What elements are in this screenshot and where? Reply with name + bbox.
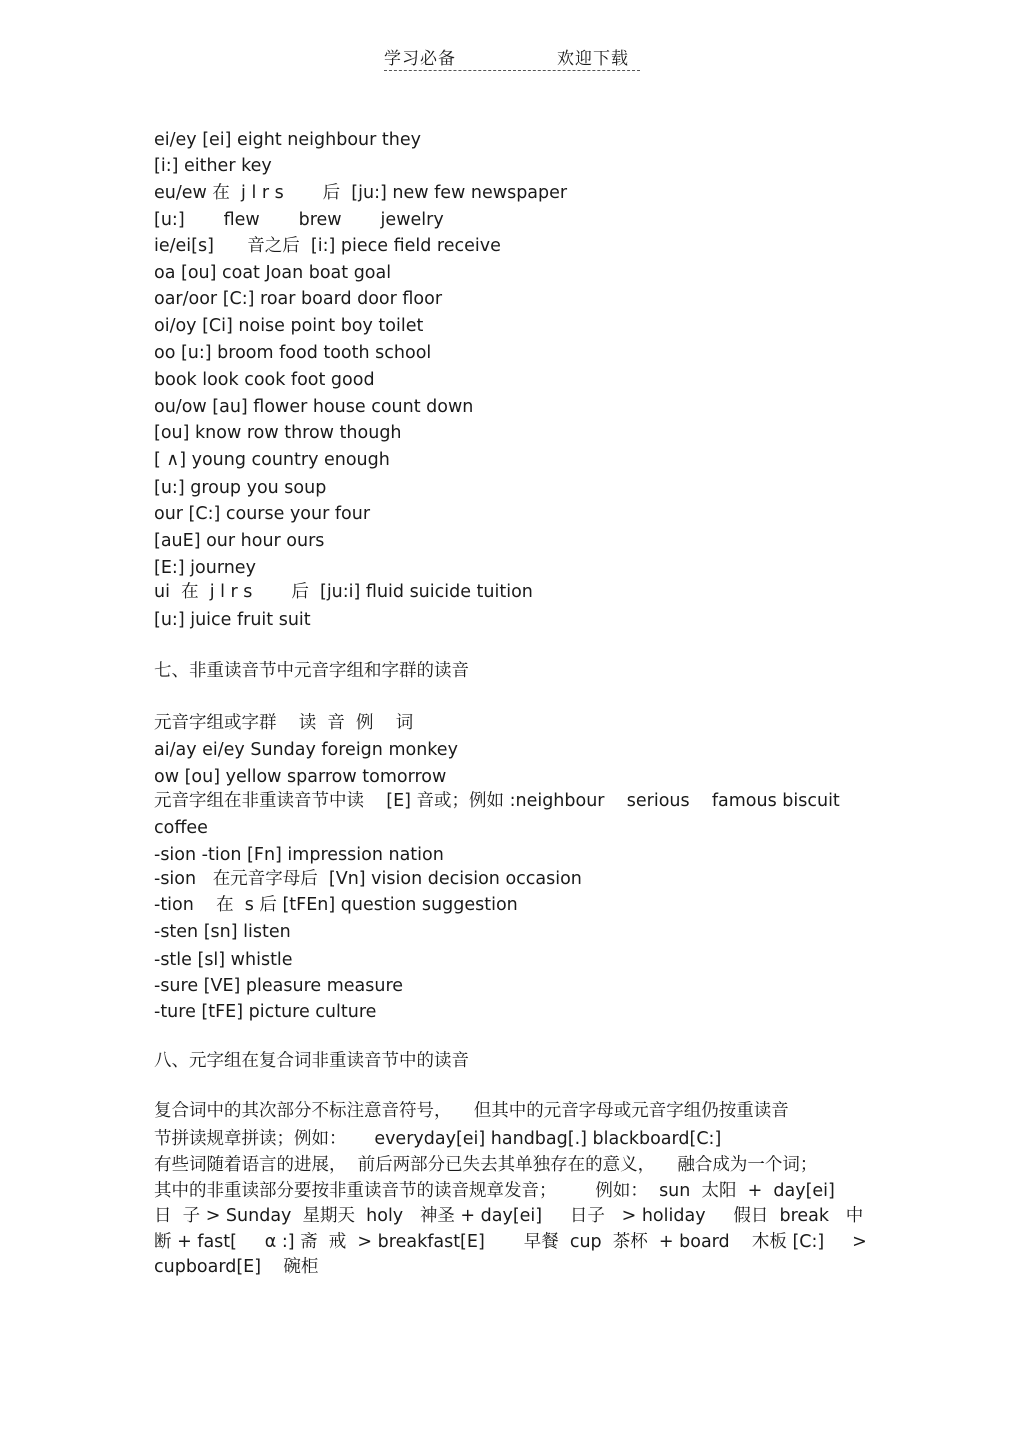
paragraph-line: 有些词随着语言的进展， 前后两部分已失去其单独存在的意义， 融合成为一个词； — [154, 1155, 818, 1175]
text-line: [u:] flew brew jewelry — [154, 210, 444, 230]
text-line: ei/ey [ei] eight neighbour they — [154, 130, 421, 150]
text-line: [u:] group you soup — [154, 478, 327, 498]
text-line: oi/oy [Ci] noise point boy toilet — [154, 316, 424, 336]
text-line: [ou] know row throw though — [154, 423, 402, 443]
paragraph-line: 复合词中的其次部分不标注意音符号， 但其中的元音字母或元音字组仍按重读音 — [154, 1101, 789, 1121]
paragraph-line: cupboard[E] 碗柜 — [154, 1257, 319, 1277]
paragraph-line: 日 子 > Sunday 星期天 holy 神圣 + day[ei] 日子 > holiday 假日 break 中 — [154, 1206, 864, 1226]
text-line: -sten [sn] listen — [154, 922, 291, 942]
text-line: -ture [tFE] picture culture — [154, 1002, 377, 1022]
section-heading: 八、元字组在复合词非重读音节中的读音 — [154, 1051, 469, 1071]
text-line: -tion 在 s 后 [tFEn] question suggestion — [154, 895, 518, 915]
text-line: ui 在 j l r s 后 [ju:i] fluid suicide tuition — [154, 582, 533, 602]
text-line: [i:] either key — [154, 156, 272, 176]
header-left-text: 学习必备 — [384, 49, 456, 69]
text-line: [auE] our hour ours — [154, 531, 325, 551]
paragraph-line: 其中的非重读部分要按非重读音节的读音规章发音； 例如： sun 太阳 + day[ei] — [154, 1181, 835, 1201]
text-line: ai/ay ei/ey Sunday foreign monkey — [154, 740, 458, 760]
text-line: -stle [sl] whistle — [154, 950, 293, 970]
text-line: oa [ou] coat Joan boat goal — [154, 263, 392, 283]
text-line: [E:] journey — [154, 558, 256, 578]
text-line: -sion -tion [Fn] impression nation — [154, 845, 444, 865]
text-line: oo [u:] broom food tooth school — [154, 343, 432, 363]
text-line: our [C:] course your four — [154, 504, 371, 524]
text-line: 元音字组在非重读音节中读 [E] 音或；例如 :neighbour serious famous biscuit — [154, 791, 840, 811]
text-line: ow [ou] yellow sparrow tomorrow — [154, 767, 447, 787]
text-line: oar/oor [C:] roar board door floor — [154, 289, 443, 309]
header-right-text: 欢迎下载 — [557, 49, 629, 69]
text-line: eu/ew 在 j l r s 后 [ju:] new few newspaper — [154, 183, 568, 203]
text-line: -sure [VE] pleasure measure — [154, 976, 404, 996]
text-line: [ ∧] young country enough — [154, 450, 390, 470]
text-line: [u:] juice fruit suit — [154, 610, 311, 630]
text-line: ou/ow [au] flower house count down — [154, 397, 474, 417]
text-line: ie/ei[s] 音之后 [i:] piece field receive — [154, 236, 501, 256]
paragraph-line: 节拼读规章拼读；例如： everyday[ei] handbag[.] blackboard[C:] — [154, 1129, 722, 1149]
text-line: 元音字组或字群 读 音 例 词 — [154, 713, 414, 733]
text-line: -sion 在元音字母后 [Vn] vision decision occasion — [154, 869, 582, 889]
page-header — [384, 42, 640, 71]
section-heading: 七、非重读音节中元音字组和字群的读音 — [154, 661, 469, 681]
text-line: book look cook foot good — [154, 370, 375, 390]
paragraph-line: 断 + fast[ α :] 斋 戒 > breakfast[E] 早餐 cup 茶杯 + board 木板 [C:] > — [154, 1232, 867, 1252]
text-line: coffee — [154, 818, 208, 838]
